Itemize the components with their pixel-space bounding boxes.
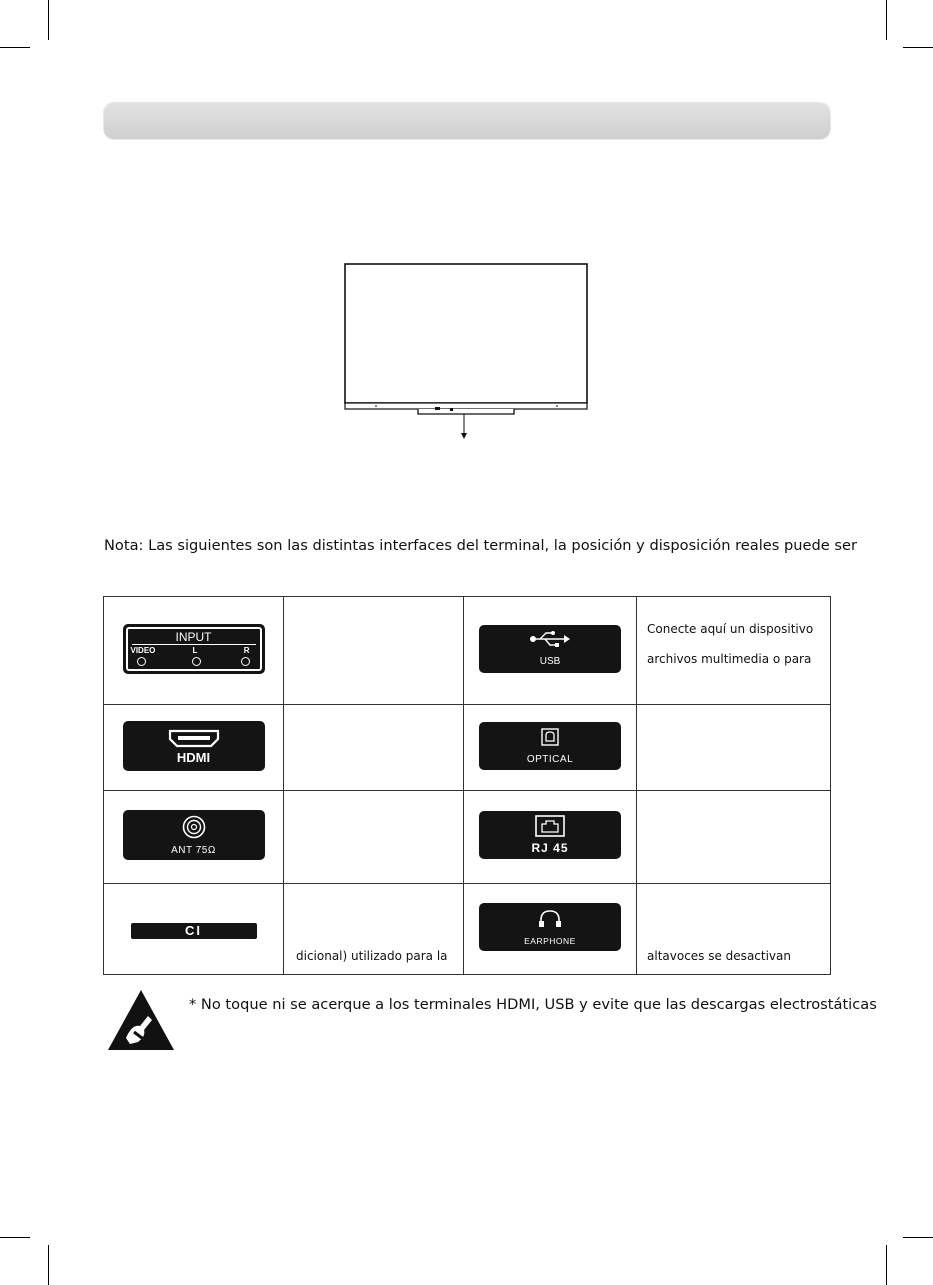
usb-port-description [637, 597, 831, 705]
optical-port-label: OPTICAL [526, 753, 574, 765]
ci-slot-label: CI [185, 922, 202, 938]
input-port-title: INPUT [175, 629, 212, 644]
crop-mark [48, 0, 49, 40]
audio-left-jack-icon [192, 657, 201, 666]
crop-mark [903, 1237, 933, 1238]
input-port-cell [104, 597, 284, 705]
usb-description-line-2: archivos multimedia o para [647, 651, 812, 666]
input-port-description [284, 597, 464, 705]
ci-slot-cell [104, 884, 284, 975]
crop-mark [886, 1245, 887, 1285]
tv-illustration [340, 262, 592, 452]
coaxial-antenna-icon [182, 815, 206, 839]
earphone-port-cell [464, 884, 637, 975]
esd-warning-icon [106, 988, 176, 1052]
hdmi-port-icon [168, 729, 220, 749]
antenna-port-cell [104, 791, 284, 884]
antenna-port-description [284, 791, 464, 884]
hdmi-port-cell [104, 705, 284, 791]
audio-right-jack-icon [241, 657, 250, 666]
ci-slot-description: dicional) utilizado para la [284, 884, 464, 975]
earphone-port-description: altavoces se desactivan [637, 884, 831, 975]
hdmi-port-label: HDMI [176, 749, 211, 765]
crop-mark [886, 0, 887, 40]
input-video-label: VIDEO [130, 645, 156, 655]
input-right-label: R [243, 645, 250, 655]
ports-table [103, 596, 831, 975]
section-header-bar [104, 103, 830, 139]
optical-port-cell [464, 705, 637, 791]
crop-mark [0, 47, 30, 48]
input-left-label: L [192, 645, 198, 655]
earphone-port-label: EARPHONE [524, 936, 576, 946]
interfaces-note: Nota: Las siguientes son las distintas interfaces del terminal, la posición y disposición reales puede ser [104, 537, 857, 554]
crop-mark [903, 47, 933, 48]
usb-port-label: USB [539, 655, 561, 667]
rj45-port-description [637, 791, 831, 884]
usb-icon [529, 630, 571, 648]
rj45-port-label: RJ 45 [531, 841, 569, 855]
usb-description-line-1: Conecte aquí un dispositivo [647, 621, 814, 636]
antenna-port-label: ANT 75Ω [171, 845, 216, 856]
hdmi-port-description [284, 705, 464, 791]
optical-port-description [637, 705, 831, 791]
headphone-icon [538, 909, 562, 929]
crop-mark [0, 1237, 30, 1238]
rj45-port-cell [464, 791, 637, 884]
ethernet-port-icon [535, 815, 565, 837]
optical-port-icon [541, 728, 559, 746]
usb-port-cell [464, 597, 637, 705]
video-jack-icon [137, 657, 146, 666]
crop-mark [48, 1245, 49, 1285]
esd-warning-text: * No toque ni se acerque a los terminales HDMI, USB y evite que las descargas electrostáticas [189, 996, 877, 1013]
